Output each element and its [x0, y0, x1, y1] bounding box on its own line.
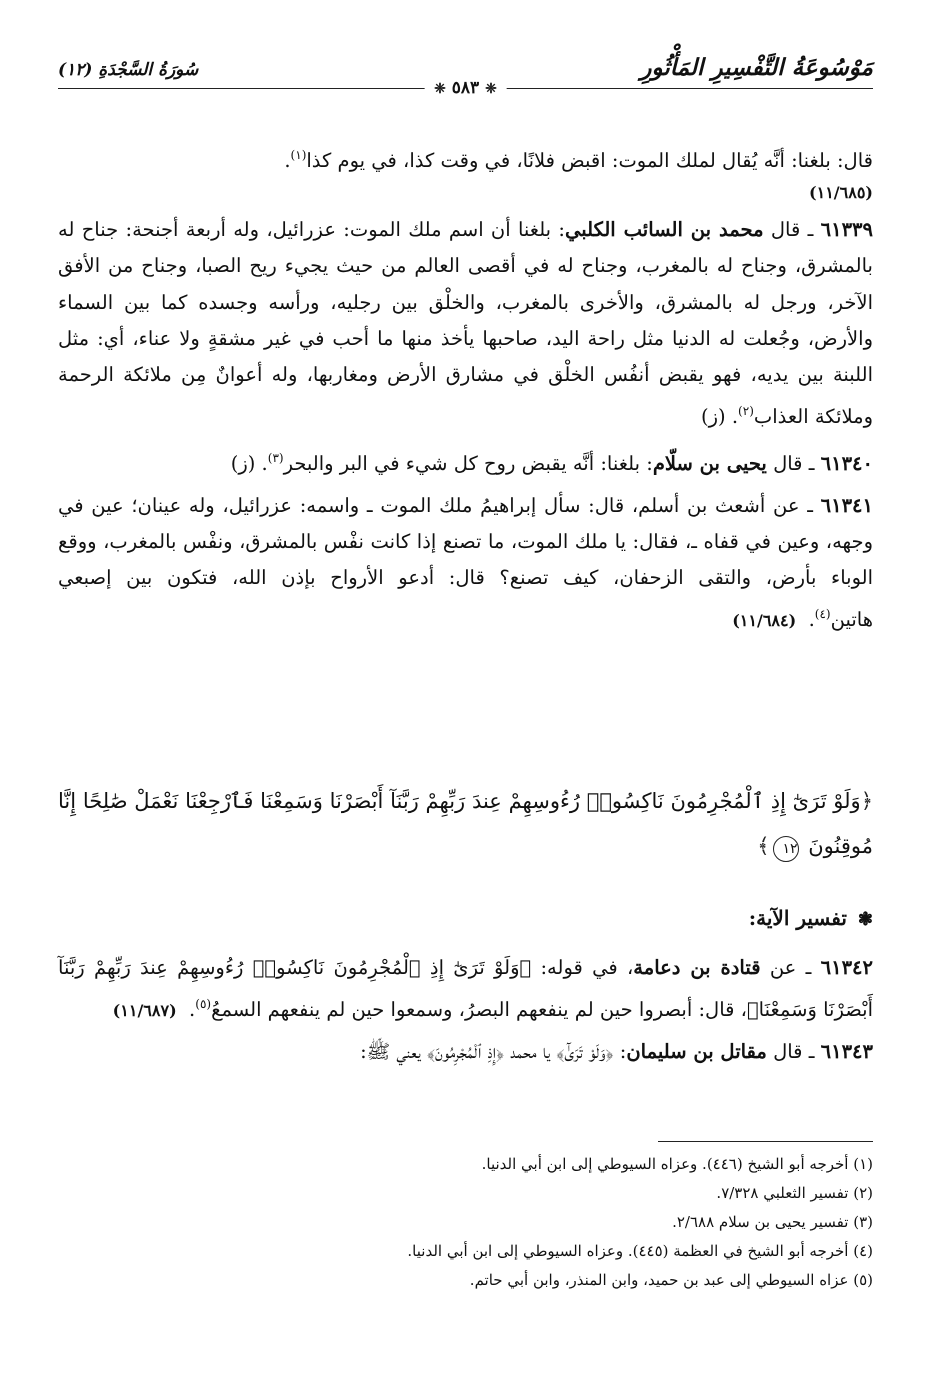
- paragraph-61343: [58, 1034, 873, 1070]
- footnote-marker: (٥): [195, 997, 212, 1012]
- page-header: [58, 50, 873, 100]
- paragraph-tail: .: [284, 149, 291, 172]
- verse-number-icon: ١٢: [773, 836, 799, 862]
- narration-connector: يا محمد: [504, 1040, 557, 1064]
- paragraph-6133: [58, 212, 873, 435]
- narration-number: ٦١٣٤١: [820, 493, 873, 517]
- narration-number: ٦١٣٤٠: [820, 452, 873, 476]
- footnote-item: (٤) أخرجه أبو الشيخ في العظمة (٤٤٥). وعزاه السيوطي إلى ابن أبي الدنيا.: [407, 1242, 873, 1260]
- quran-quote: ﴿إِذِ ٱلْمُجْرِمُونَ﴾: [426, 1040, 504, 1064]
- verse-text: وَلَوْ تَرَىٰٓ إِذِ ٱلْمُجْرِمُونَ نَاكِسُوا۟ رُءُوسِهِمْ عِندَ رَبِّهِمْ رَبَّنَآ أَبْصَرْنَا وَسَمِعْنَا فَٱرْجِعْنَا نَعْمَلْ صَٰلِحًا إِنَّا مُوقِنُونَ: [58, 789, 873, 858]
- footnote-marker: (٤): [814, 607, 831, 622]
- narrator-name: محمد بن السائب الكلبي: [564, 218, 764, 242]
- paragraph-61342: [58, 950, 873, 1029]
- volume-reference: (١١/٦٨٧): [112, 1001, 177, 1021]
- narration-intro: ـ قال: [766, 452, 821, 476]
- surah-label: سُورَةُ السَّجْدَةِ (١٢): [58, 60, 199, 80]
- footnote-item: (٥) عزاه السيوطي إلى عبد بن حميد، وابن المنذر، وابن أبي حاتم.: [469, 1271, 873, 1289]
- narration-connector: ، في قوله:: [531, 956, 634, 979]
- paragraph-text: : بلغنا أن اسم ملك الموت: عزرائيل، وله أربعة أجنحة: جناح له بالمشرق، وجناح له بالمغرب، وجناح له في أقصى العالم من حيث يجيء ريح الصبا، وجناح من الأفق الآخر، ورجل له بالمشرق، والأخرى بالمغرب، والخلْق بين رجليه، ورأسه وجسده كما بين السماء والأرض، وجُعلت له الدنيا مثل راحة اليد، صاحبها يأخذ منها ما أحب في غير مشقةٍ ولا عناء، أي: مثل اللبنة بين يديه، فهو يقبض أنفُس الخلْق في مشارق الأرض ومغاربها، وله أعوانٌ مِن ملائكة الرحمة وملائكة العذاب: [58, 218, 873, 429]
- footnotes: [73, 1150, 873, 1295]
- footnote-divider: [658, 1141, 873, 1142]
- section-title: تفسير الآية:: [748, 906, 847, 930]
- main-text: [58, 137, 873, 639]
- paragraph-61340: [58, 440, 873, 482]
- narration-intro: ـ قال: [766, 1040, 821, 1064]
- verse-close-bracket: ﴾: [757, 834, 770, 858]
- footnote-marker: (٢): [738, 404, 754, 419]
- page-number: ٥٨٣: [451, 78, 480, 98]
- paragraph-tail: .: [189, 998, 196, 1022]
- narrator-name: مقاتل بن سليمان: [626, 1040, 767, 1064]
- quran-quote: ﴿وَلَوْ تَرَىٰٓ إِذِ ٱلْمُجْرِمُونَ نَاكِسُوا۟ رُءُوسِهِمْ عِندَ رَبِّهِمْ رَبَّنَآ أَبْصَرْنَا وَسَمِعْنَا﴾: [58, 956, 873, 1022]
- book-title: مَوْسُوعَةُ التَّفْسِيرِ المَأْثُورِ: [640, 54, 873, 81]
- footnote-item: (٢) تفسير الثعلبي ٧/٣٢٨.: [716, 1184, 873, 1202]
- tafsir-text: [58, 950, 873, 1071]
- paragraph-text: ـ عن أشعث بن أسلم، قال: سأل إبراهيمُ ملك الموت ـ واسمه: عزرائيل، وله عينان؛ عين في وجهه، وعين في قفاه ـ، فقال: يا ملك الموت، ما تصنع إذا كانت نفْس بالمشرق، ونفْس بالمغرب، ووقع الوباء بأرض، والتقى الزحفان، كيف تصنع؟ قال: أدعو الأرواح بإذن الله، فتكون بين إصبعي هاتين: [58, 493, 874, 632]
- narration-intro: ـ قال: [763, 218, 821, 242]
- paragraph-text: : بلغنا: أنَّه يقبض روح كل شيء في البر والبحر: [283, 452, 653, 476]
- narration-number: ٦١٣٣٩: [820, 218, 873, 242]
- narration-connector: :: [613, 1040, 627, 1064]
- narration-number: ٦١٣٤٣: [820, 1040, 873, 1064]
- paragraph-text: يعني ﷺ:: [360, 1040, 427, 1064]
- narrator-name: قتادة بن دعامة: [633, 956, 761, 979]
- paragraph-tail: . (ز): [701, 405, 739, 429]
- volume-reference: (١١/٦٨٥): [809, 183, 873, 203]
- paragraph-text: قال: بلغنا: أنَّه يُقال لملك الموت: اقبض فلانًا، في وقت كذا، في يوم كذا: [306, 149, 873, 172]
- volume-reference: (١١/٦٨٤): [732, 611, 797, 631]
- paragraph-text: ، قال: أبصروا حين لم ينفعهم البصرُ، وسمعوا حين لم ينفعهم السمعُ: [211, 998, 747, 1022]
- paragraph-1: [58, 137, 873, 207]
- narration-intro: ـ عن: [760, 956, 821, 979]
- narration-number: ٦١٣٤٢: [820, 956, 873, 979]
- footnote-item: (٣) تفسير يحيى بن سلام ٢/٦٨٨.: [672, 1213, 873, 1231]
- section-heading: [749, 906, 873, 930]
- footnote-marker: (١): [290, 148, 307, 162]
- ornament-left-icon: ❈: [434, 81, 446, 97]
- narrator-name: يحيى بن سلّام: [652, 452, 767, 476]
- footnote-item: (١) أخرجه أبو الشيخ (٤٤٦). وعزاه السيوطي إلى ابن أبي الدنيا.: [481, 1155, 873, 1173]
- paragraph-tail: .: [808, 608, 815, 632]
- verse-open-bracket: ﴿: [860, 789, 873, 813]
- ornament-right-icon: ❈: [485, 81, 497, 97]
- quran-verse: [58, 779, 873, 869]
- flower-ornament-icon: ❃: [857, 909, 873, 930]
- page-number-block: [424, 78, 507, 98]
- footnote-marker: (٣): [267, 451, 284, 466]
- paragraph-61341: [58, 488, 873, 640]
- quran-quote: ﴿وَلَوْ تَرَىٰٓ﴾: [556, 1040, 614, 1064]
- paragraph-tail: . (ز): [230, 452, 268, 476]
